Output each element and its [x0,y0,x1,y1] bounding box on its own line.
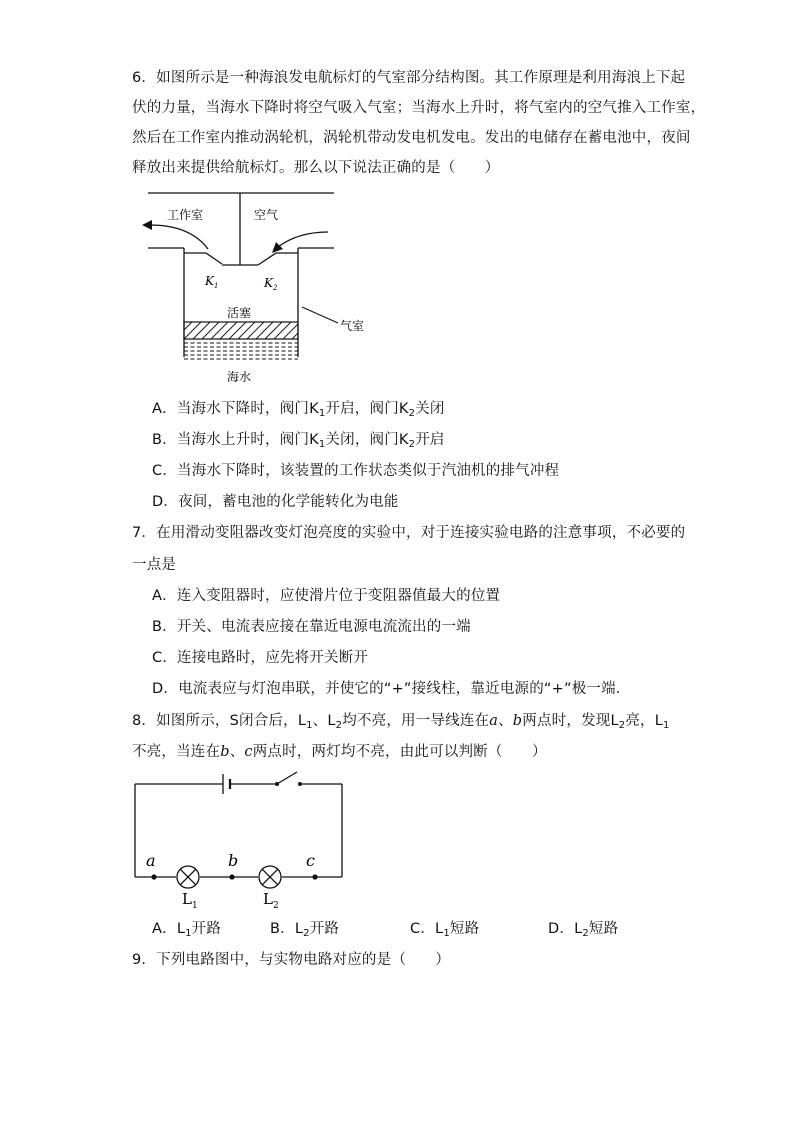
label-l1: L [182,890,192,908]
outflow-arrowhead [142,220,152,230]
svg-text:K2: $K_2$ [264,276,278,292]
svg-text:L1: $L_1$ [182,890,198,911]
q6-stem-line-4: 释放出来提供给航标灯。那么以下说法正确的是（ ） [132,160,500,176]
label-a: a [146,851,156,870]
q7-option-d: D．电流表应与灯泡串联，并使它的“+”接线柱，靠近电源的“+”极一端． [152,681,631,697]
q6-option-b: B．当海水上升时，阀门$K_1$关闭，阀门$K_2$开启 [152,432,445,450]
svg-text:K1: $K_1$ [205,274,219,290]
q7-option-c: C．连接电路时，应先将开关断开 [152,650,369,666]
q7-stem-line-1: 7．在用滑动变阻器改变灯泡亮度的实验中，对于连接实验电路的注意事项，不必要的 [132,525,686,541]
q6-option-a: A．当海水下降时，阀门$K_1$开启，阀门$K_2$关闭 [152,401,445,419]
outflow-arrow [150,225,208,249]
q6-stem-line-2: 伏的力量，当海水下降时将空气吸入气室；当海水上升时，将气室内的空气推入工作室， [132,100,706,116]
svg-text:L2: $L_2$ [263,890,279,911]
circuit-diagram [120,768,360,913]
label-air: 空气 [254,208,279,222]
q6-stem-line-1: 6．如图所示是一种海浪发电航标灯的气室部分结构图。其工作原理是利用海浪上下起 [132,70,686,86]
q6-option-d: D．夜间，蓄电池的化学能转化为电能 [152,494,399,510]
q8-option-d: D．$L_2$短路 [548,921,619,939]
q6-stem-line-3: 然后在工作室内推动涡轮机，涡轮机带动发电机发电。发出的电储存在蓄电池中，夜间 [132,130,691,146]
inflow-arrowhead [272,242,283,253]
label-c: c [306,851,315,870]
label-sea-water: 海水 [227,370,252,384]
q8-option-b: B．$L_2$开路 [270,921,340,939]
label-k2: K [264,276,273,290]
switch-s [277,772,297,784]
sea-water [184,343,298,359]
q6-option-c: C．当海水下降时，该装置的工作状态类似于汽油机的排气冲程 [152,463,560,479]
piston-hatch [184,322,298,339]
q8-stem-line-1: 8．如图所示，S闭合后，$L_1$、$L_2$均不亮，用一导线连在a、b两点时，发现$L_2$亮，$L_1$ [132,713,670,731]
point-a [151,874,156,879]
q8-option-a: A．$L_1$开路 [152,921,222,939]
q7-option-a: A．连入变阻器时，应使滑片位于变阻器值最大的位置 [152,588,501,604]
point-c [312,874,317,879]
q7-stem-line-2: 一点是 [132,557,177,573]
inflow-arrow [278,232,328,247]
label-work-room: 工作室 [167,208,204,222]
air-chamber-diagram [120,185,365,390]
valve-k1 [206,253,222,264]
q8-stem-line-2: 不亮，当连在b、c两点时，两灯均不亮，由此可以判断（ ） [132,744,547,760]
q7-option-b: B．开关、电流表应接在靠近电源电流流出的一端 [152,619,471,635]
label-air-chamber: 气室 [340,319,365,333]
q9-stem: 9．下列电路图中，与实物电路对应的是（ ） [132,952,451,968]
valve-k2 [258,253,276,265]
chamber-pointer [302,307,338,323]
q8-option-c: C．$L_1$短路 [410,921,480,939]
label-piston: 活塞 [227,306,252,320]
label-b: b [228,851,239,870]
label-l2: L [263,890,273,908]
label-k1: K [205,274,214,288]
point-b [229,874,234,879]
